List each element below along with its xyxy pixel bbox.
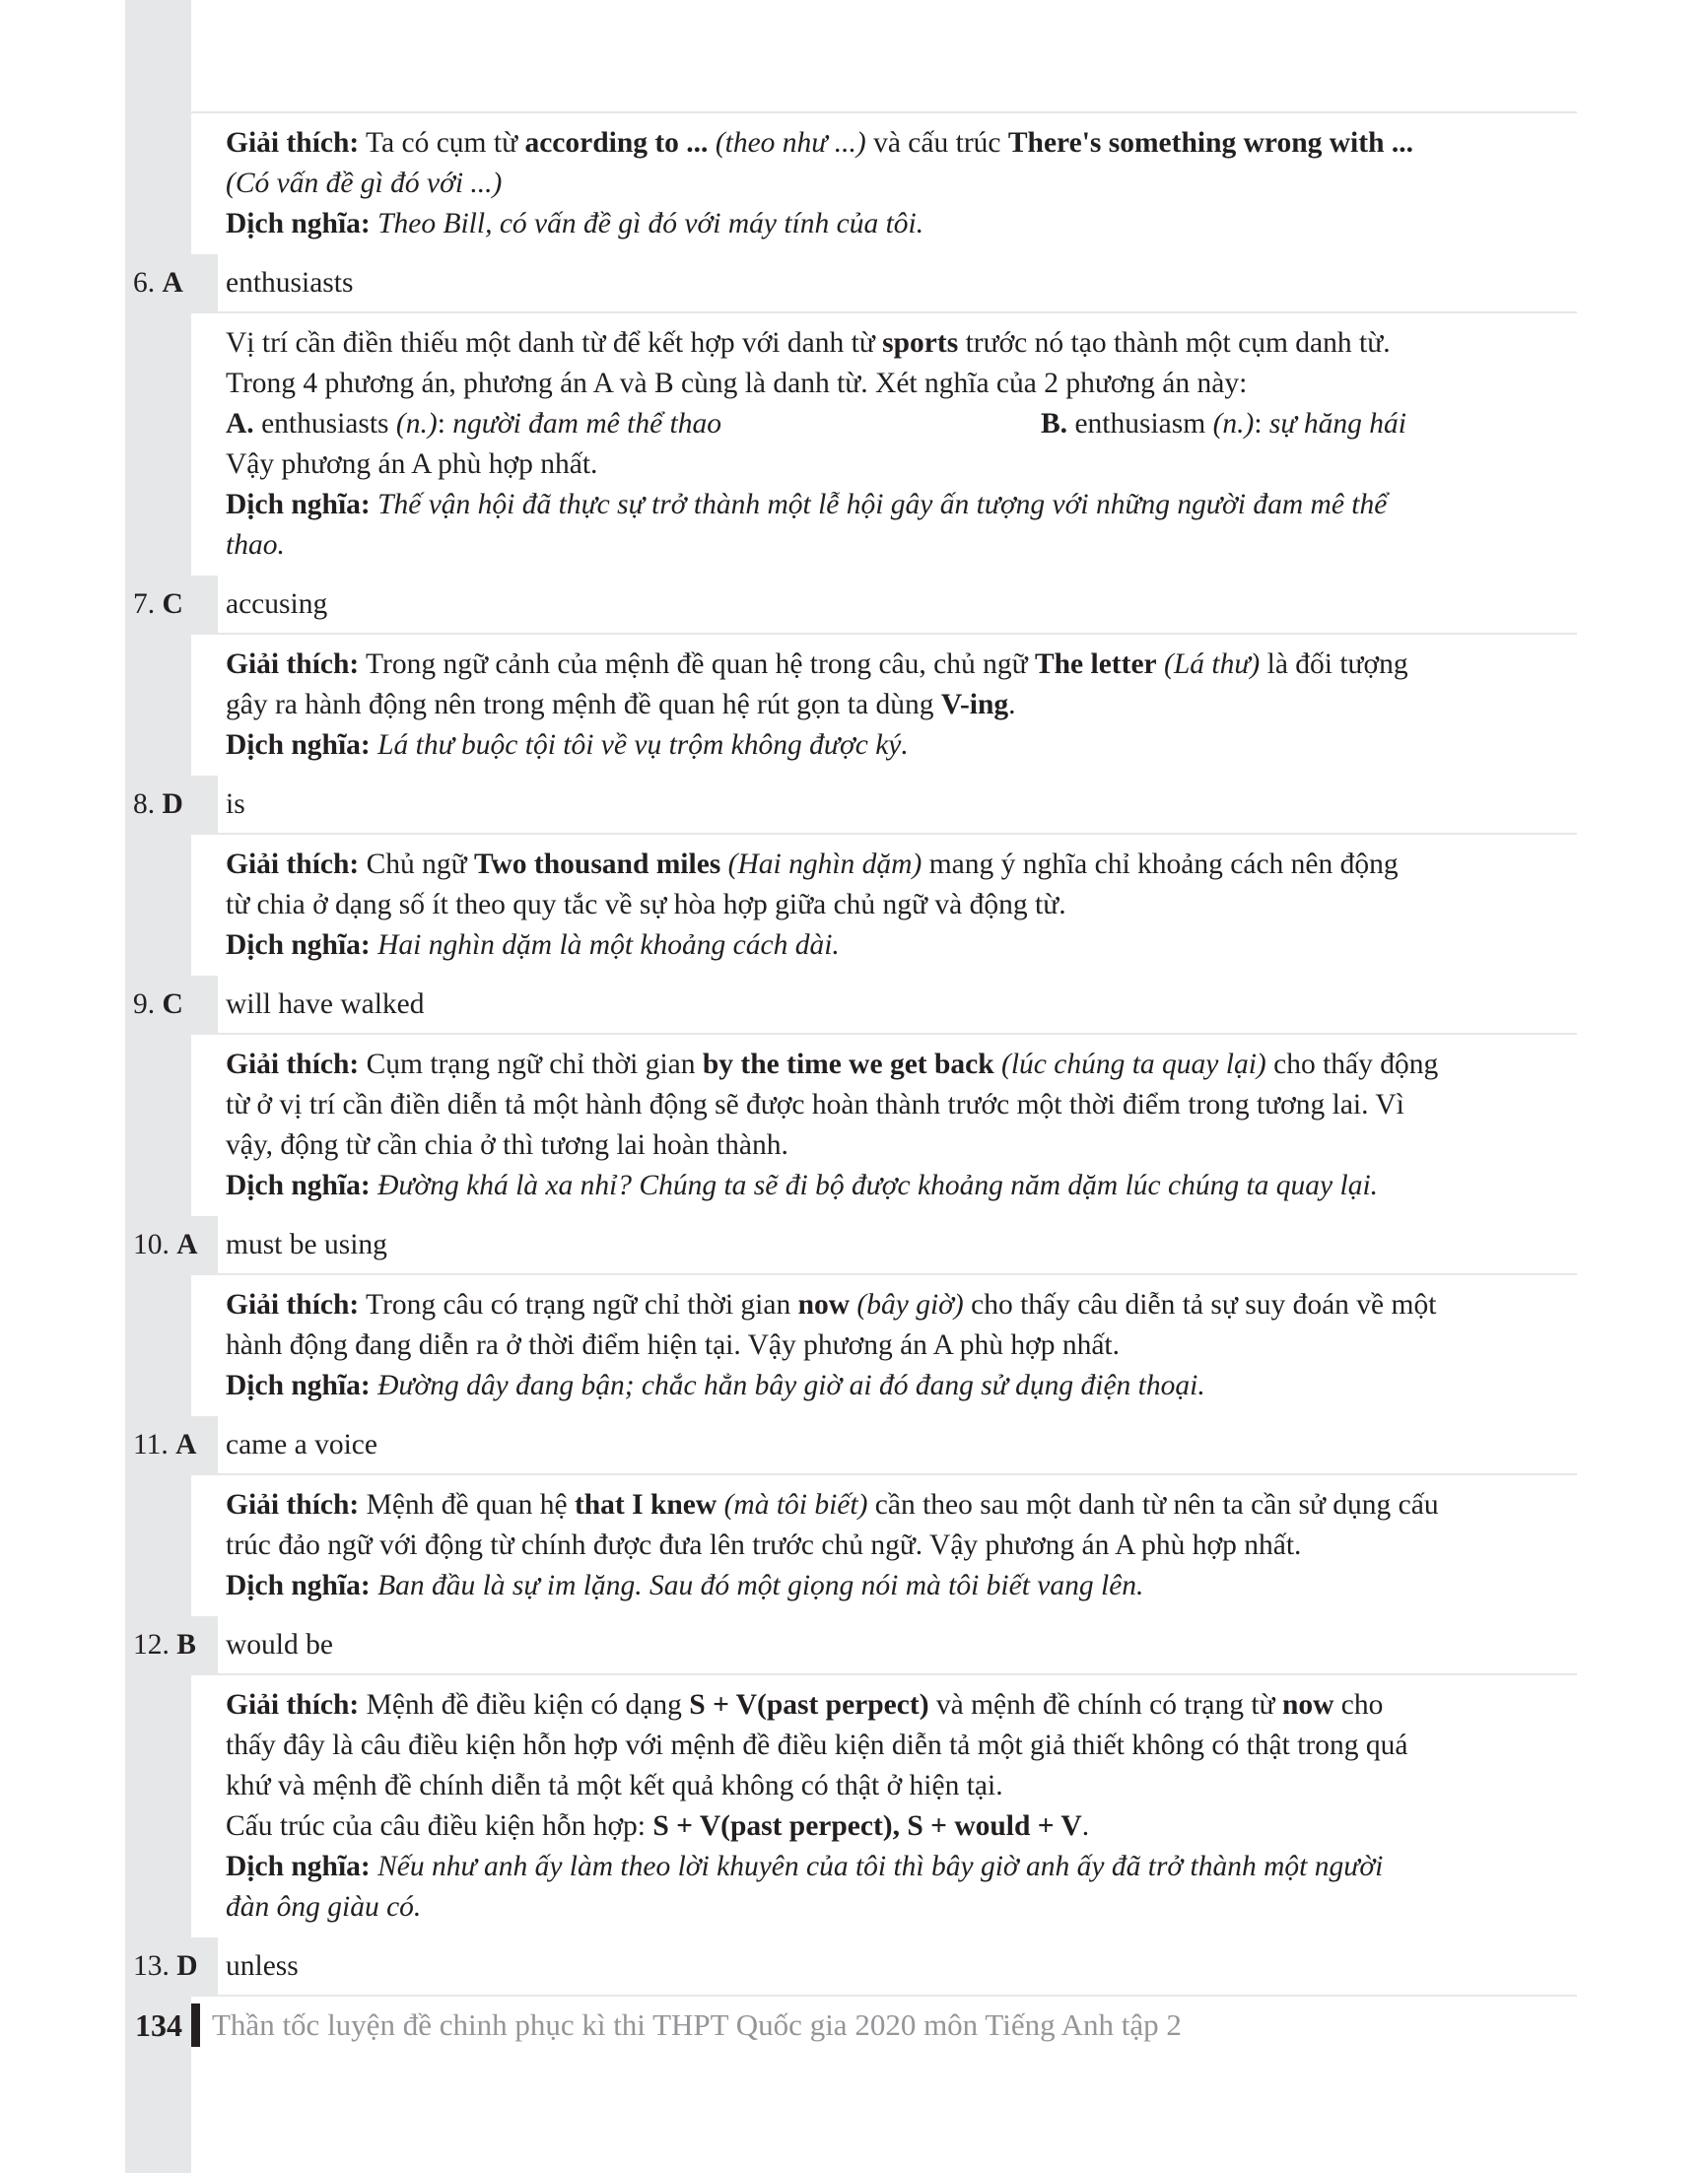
- explanation-block: [218, 835, 1577, 976]
- explanation-block: [218, 1675, 1577, 1937]
- bold-text: Dịch nghĩa:: [226, 208, 371, 239]
- answer-text: is: [218, 776, 1577, 835]
- text-run: Cụm trạng ngữ chỉ thời gian: [359, 1049, 703, 1080]
- text-run: [720, 849, 727, 880]
- text-line: [226, 885, 1577, 925]
- text-run: [371, 1851, 377, 1882]
- answer-text: must be using: [218, 1216, 1577, 1275]
- text-run: Chủ ngữ: [359, 849, 475, 880]
- answer-row: [125, 1416, 1577, 1475]
- italic-text: (Có vấn đề gì đó với ...): [226, 168, 503, 199]
- answer-row: [125, 1616, 1577, 1675]
- text-run: Mệnh đề điều kiện có dạng: [359, 1689, 690, 1721]
- text-line: [226, 1366, 1577, 1406]
- bold-text: A.: [226, 408, 254, 440]
- explanation-block: [218, 1275, 1577, 1416]
- italic-text: Ban đầu là sự im lặng. Sau đó một giọng nói mà tôi biết vang lên.: [377, 1570, 1144, 1601]
- answer-letter: C: [162, 988, 183, 1020]
- text-run: vậy, động từ cần chia ở thì tương lai hoàn thành.: [226, 1129, 788, 1161]
- bold-text: Giải thích:: [226, 648, 360, 680]
- page-number: 134: [135, 2006, 182, 2043]
- bold-text: Dịch nghĩa:: [226, 729, 371, 761]
- option-comparison: [226, 404, 1577, 444]
- text-run: cho thấy câu diễn tả sự suy đoán về một: [963, 1289, 1437, 1321]
- italic-text: Nếu như anh ấy làm theo lời khuyên của tôi thì bây giờ anh ấy đã trở thành một người: [377, 1851, 1384, 1882]
- text-line: [226, 1847, 1577, 1887]
- bold-text: S + V(past perpect): [689, 1689, 929, 1721]
- option-definition: [226, 404, 1041, 444]
- text-run: cho: [1333, 1689, 1384, 1721]
- text-run: từ chia ở dạng số ít theo quy tắc về sự hòa hợp giữa chủ ngữ và động từ.: [226, 889, 1066, 920]
- text-line: [226, 1285, 1577, 1325]
- question-number: [125, 576, 218, 635]
- text-line: [226, 1325, 1577, 1366]
- text-line: [226, 1726, 1577, 1766]
- text-line: [226, 525, 1577, 566]
- text-run: Vậy phương án A phù hợp nhất.: [226, 448, 598, 480]
- answer-row: [125, 1216, 1577, 1275]
- answer-text: would be: [218, 1616, 1577, 1675]
- text-line: [226, 1045, 1577, 1085]
- bold-text: Two thousand miles: [474, 849, 721, 880]
- text-run: và cấu trúc: [865, 127, 1008, 159]
- explanation-block: [218, 113, 1577, 254]
- question-number: [125, 776, 218, 835]
- text-run: Vị trí cần điền thiếu một danh từ để kết hợp với danh từ: [226, 327, 883, 359]
- text-line: [226, 845, 1577, 885]
- text-line: [226, 1766, 1577, 1806]
- bold-text: Giải thích:: [226, 849, 360, 880]
- answer-text: enthusiasts: [218, 254, 1577, 313]
- text-line: [226, 164, 1577, 204]
- italic-text: thao.: [226, 529, 285, 561]
- answer-letter: D: [176, 1950, 198, 1982]
- italic-text: Đường dây đang bận; chắc hẳn bây giờ ai đó đang sử dụng điện thoại.: [377, 1370, 1205, 1401]
- bold-text: Giải thích:: [226, 1489, 360, 1521]
- question-number: [125, 1937, 218, 1997]
- text-run: [994, 1049, 1001, 1080]
- text-line: [226, 1485, 1577, 1526]
- italic-text: (n.): [1212, 408, 1255, 440]
- bold-text: V-ing: [940, 689, 1009, 720]
- page-footer: [125, 2001, 1182, 2050]
- text-run: thấy đây là câu điều kiện hỗn hợp với mệnh đề điều kiện diễn tả một giả thiết không có thật trong quá: [226, 1730, 1408, 1761]
- answer-text: accusing: [218, 576, 1577, 635]
- text-run: Trong ngữ cảnh của mệnh đề quan hệ trong câu, chủ ngữ: [359, 648, 1035, 680]
- text-run: [371, 1570, 377, 1601]
- text-run: enthusiasm: [1067, 408, 1213, 440]
- bold-text: by the time we get back: [702, 1049, 994, 1080]
- text-run: trước nó tạo thành một cụm danh từ.: [958, 327, 1391, 359]
- answer-text: came a voice: [218, 1416, 1577, 1475]
- italic-text: (Hai nghìn dặm): [727, 849, 922, 880]
- italic-text: (theo như ...): [715, 127, 866, 159]
- explanation-block: [218, 313, 1577, 576]
- text-line: [226, 925, 1577, 966]
- bold-text: Dịch nghĩa:: [226, 929, 371, 961]
- italic-text: (bây giờ): [856, 1289, 964, 1321]
- text-line: [226, 1125, 1577, 1166]
- italic-text: đàn ông giàu có.: [226, 1891, 422, 1923]
- text-line: [226, 1685, 1577, 1726]
- answer-letter: B: [176, 1629, 196, 1661]
- text-line: [226, 1806, 1577, 1847]
- answer-text: will have walked: [218, 976, 1577, 1035]
- italic-text: Theo Bill, có vấn đề gì đó với máy tính của tôi.: [377, 208, 924, 239]
- answer-row: [125, 976, 1577, 1035]
- text-run: [371, 489, 377, 520]
- text-run: Mệnh đề quan hệ: [359, 1489, 575, 1521]
- question-index: 6.: [133, 267, 156, 299]
- answer-row: [125, 1937, 1577, 1997]
- bold-text: B.: [1041, 408, 1068, 440]
- text-run: trúc đảo ngữ với động từ chính được đưa lên trước chủ ngữ. Vậy phương án A phù hợp nhất.: [226, 1529, 1302, 1561]
- text-line: [226, 645, 1577, 685]
- bold-text: The letter: [1034, 648, 1157, 680]
- bold-text: There's something wrong with ...: [1007, 127, 1413, 159]
- text-line: [226, 685, 1577, 725]
- question-index: 11.: [133, 1429, 169, 1460]
- bold-text: according to ...: [524, 127, 709, 159]
- answer-row: [125, 254, 1577, 313]
- text-run: :: [1254, 408, 1269, 440]
- bold-text: Giải thích:: [226, 127, 360, 159]
- bold-text: Dịch nghĩa:: [226, 489, 371, 520]
- question-number: [125, 1616, 218, 1675]
- text-line: [226, 1526, 1577, 1566]
- text-run: :: [437, 408, 453, 440]
- bold-text: Giải thích:: [226, 1049, 360, 1080]
- text-line: [226, 204, 1577, 244]
- italic-text: (Lá thư): [1164, 648, 1261, 680]
- answer-letter: D: [162, 788, 183, 820]
- text-run: Cấu trúc của câu điều kiện hỗn hợp:: [226, 1810, 653, 1842]
- answer-letter: A: [175, 1429, 197, 1460]
- answer-letter: A: [162, 267, 183, 299]
- answer-row: [125, 576, 1577, 635]
- answer-letter: C: [162, 588, 183, 620]
- bold-text: Dịch nghĩa:: [226, 1370, 371, 1401]
- option-definition: [1041, 404, 1406, 444]
- bold-text: that I knew: [574, 1489, 717, 1521]
- bold-text: sports: [882, 327, 959, 359]
- text-run: và mệnh đề chính có trạng từ: [928, 1689, 1282, 1721]
- text-run: [717, 1489, 723, 1521]
- text-run: [371, 1170, 377, 1201]
- explanation-block: [218, 1475, 1577, 1616]
- footer-divider-bar: [191, 2003, 200, 2047]
- question-index: 8.: [133, 788, 156, 820]
- explanation-block: [218, 635, 1577, 776]
- text-run: [708, 127, 715, 159]
- question-number: [125, 976, 218, 1035]
- question-number: [125, 1416, 218, 1475]
- italic-text: Thế vận hội đã thực sự trở thành một lễ hội gây ấn tượng với những người đam mê thể: [377, 489, 1388, 520]
- text-line: [226, 485, 1577, 525]
- text-run: [371, 929, 377, 961]
- italic-text: Lá thư buộc tội tôi về vụ trộm không được ký.: [377, 729, 909, 761]
- text-run: Ta có cụm từ: [359, 127, 525, 159]
- text-line: [226, 364, 1577, 404]
- italic-text: Đường khá là xa nhỉ? Chúng ta sẽ đi bộ được khoảng năm dặm lúc chúng ta quay lại.: [377, 1170, 1379, 1201]
- bold-text: Giải thích:: [226, 1689, 360, 1721]
- book-title: Thần tốc luyện đề chinh phục kì thi THPT Quốc gia 2020 môn Tiếng Anh tập 2: [212, 2007, 1182, 2042]
- italic-text: (mà tôi biết): [723, 1489, 868, 1521]
- italic-text: (n.): [395, 408, 438, 440]
- text-line: [226, 725, 1577, 766]
- bold-text: Dịch nghĩa:: [226, 1170, 371, 1201]
- text-run: Trong 4 phương án, phương án A và B cùng là danh từ. Xét nghĩa của 2 phương án này:: [226, 368, 1248, 399]
- text-run: là đối tượng: [1260, 648, 1408, 680]
- question-index: 12.: [133, 1629, 170, 1661]
- text-line: [226, 444, 1577, 485]
- text-run: enthusiasts: [253, 408, 396, 440]
- bold-text: Dịch nghĩa:: [226, 1570, 371, 1601]
- question-index: 13.: [133, 1950, 170, 1982]
- question-index: 10.: [133, 1229, 170, 1260]
- text-run: cho thấy động: [1265, 1049, 1439, 1080]
- text-run: khứ và mệnh đề chính diễn tả một kết quả không có thật ở hiện tại.: [226, 1770, 1003, 1801]
- bold-text: S + V(past perpect), S + would + V: [652, 1810, 1082, 1842]
- answer-key-content: [125, 111, 1577, 1997]
- italic-text: người đam mê thể thao: [452, 408, 721, 440]
- bold-text: Giải thích:: [226, 1289, 360, 1321]
- text-run: [371, 208, 377, 239]
- text-run: cần theo sau một danh từ nên ta cần sử dụng cấu: [867, 1489, 1439, 1521]
- question-index: 9.: [133, 988, 156, 1020]
- question-number: [125, 254, 218, 313]
- text-run: .: [1081, 1810, 1090, 1842]
- explanation-block: [218, 1035, 1577, 1216]
- text-line: [226, 1566, 1577, 1606]
- text-line: [226, 1085, 1577, 1125]
- text-line: [226, 323, 1577, 364]
- text-run: [371, 1370, 377, 1401]
- text-run: .: [1008, 689, 1016, 720]
- bold-text: Dịch nghĩa:: [226, 1851, 371, 1882]
- text-run: gây ra hành động nên trong mệnh đề quan hệ rút gọn ta dùng: [226, 689, 941, 720]
- answer-row: [125, 776, 1577, 835]
- text-run: từ ở vị trí cần điền diễn tả một hành động sẽ được hoàn thành trước một thời điểm trong tương lai. Vì: [226, 1089, 1404, 1120]
- answer-text: unless: [218, 1937, 1577, 1997]
- text-line: [226, 1166, 1577, 1206]
- bold-text: now: [797, 1289, 851, 1321]
- question-number: [125, 1216, 218, 1275]
- text-run: [1157, 648, 1164, 680]
- text-line: [226, 123, 1577, 164]
- question-index: 7.: [133, 588, 156, 620]
- bold-text: now: [1281, 1689, 1334, 1721]
- text-run: [371, 729, 377, 761]
- text-run: hành động đang diễn ra ở thời điểm hiện tại. Vậy phương án A phù hợp nhất.: [226, 1329, 1120, 1361]
- text-run: mang ý nghĩa chỉ khoảng cách nên động: [922, 849, 1399, 880]
- italic-text: sự hăng hái: [1268, 408, 1406, 440]
- answer-letter: A: [176, 1229, 198, 1260]
- text-line: [226, 1887, 1577, 1928]
- text-run: Trong câu có trạng ngữ chỉ thời gian: [359, 1289, 798, 1321]
- italic-text: Hai nghìn dặm là một khoảng cách dài.: [377, 929, 840, 961]
- italic-text: (lúc chúng ta quay lại): [1001, 1049, 1266, 1080]
